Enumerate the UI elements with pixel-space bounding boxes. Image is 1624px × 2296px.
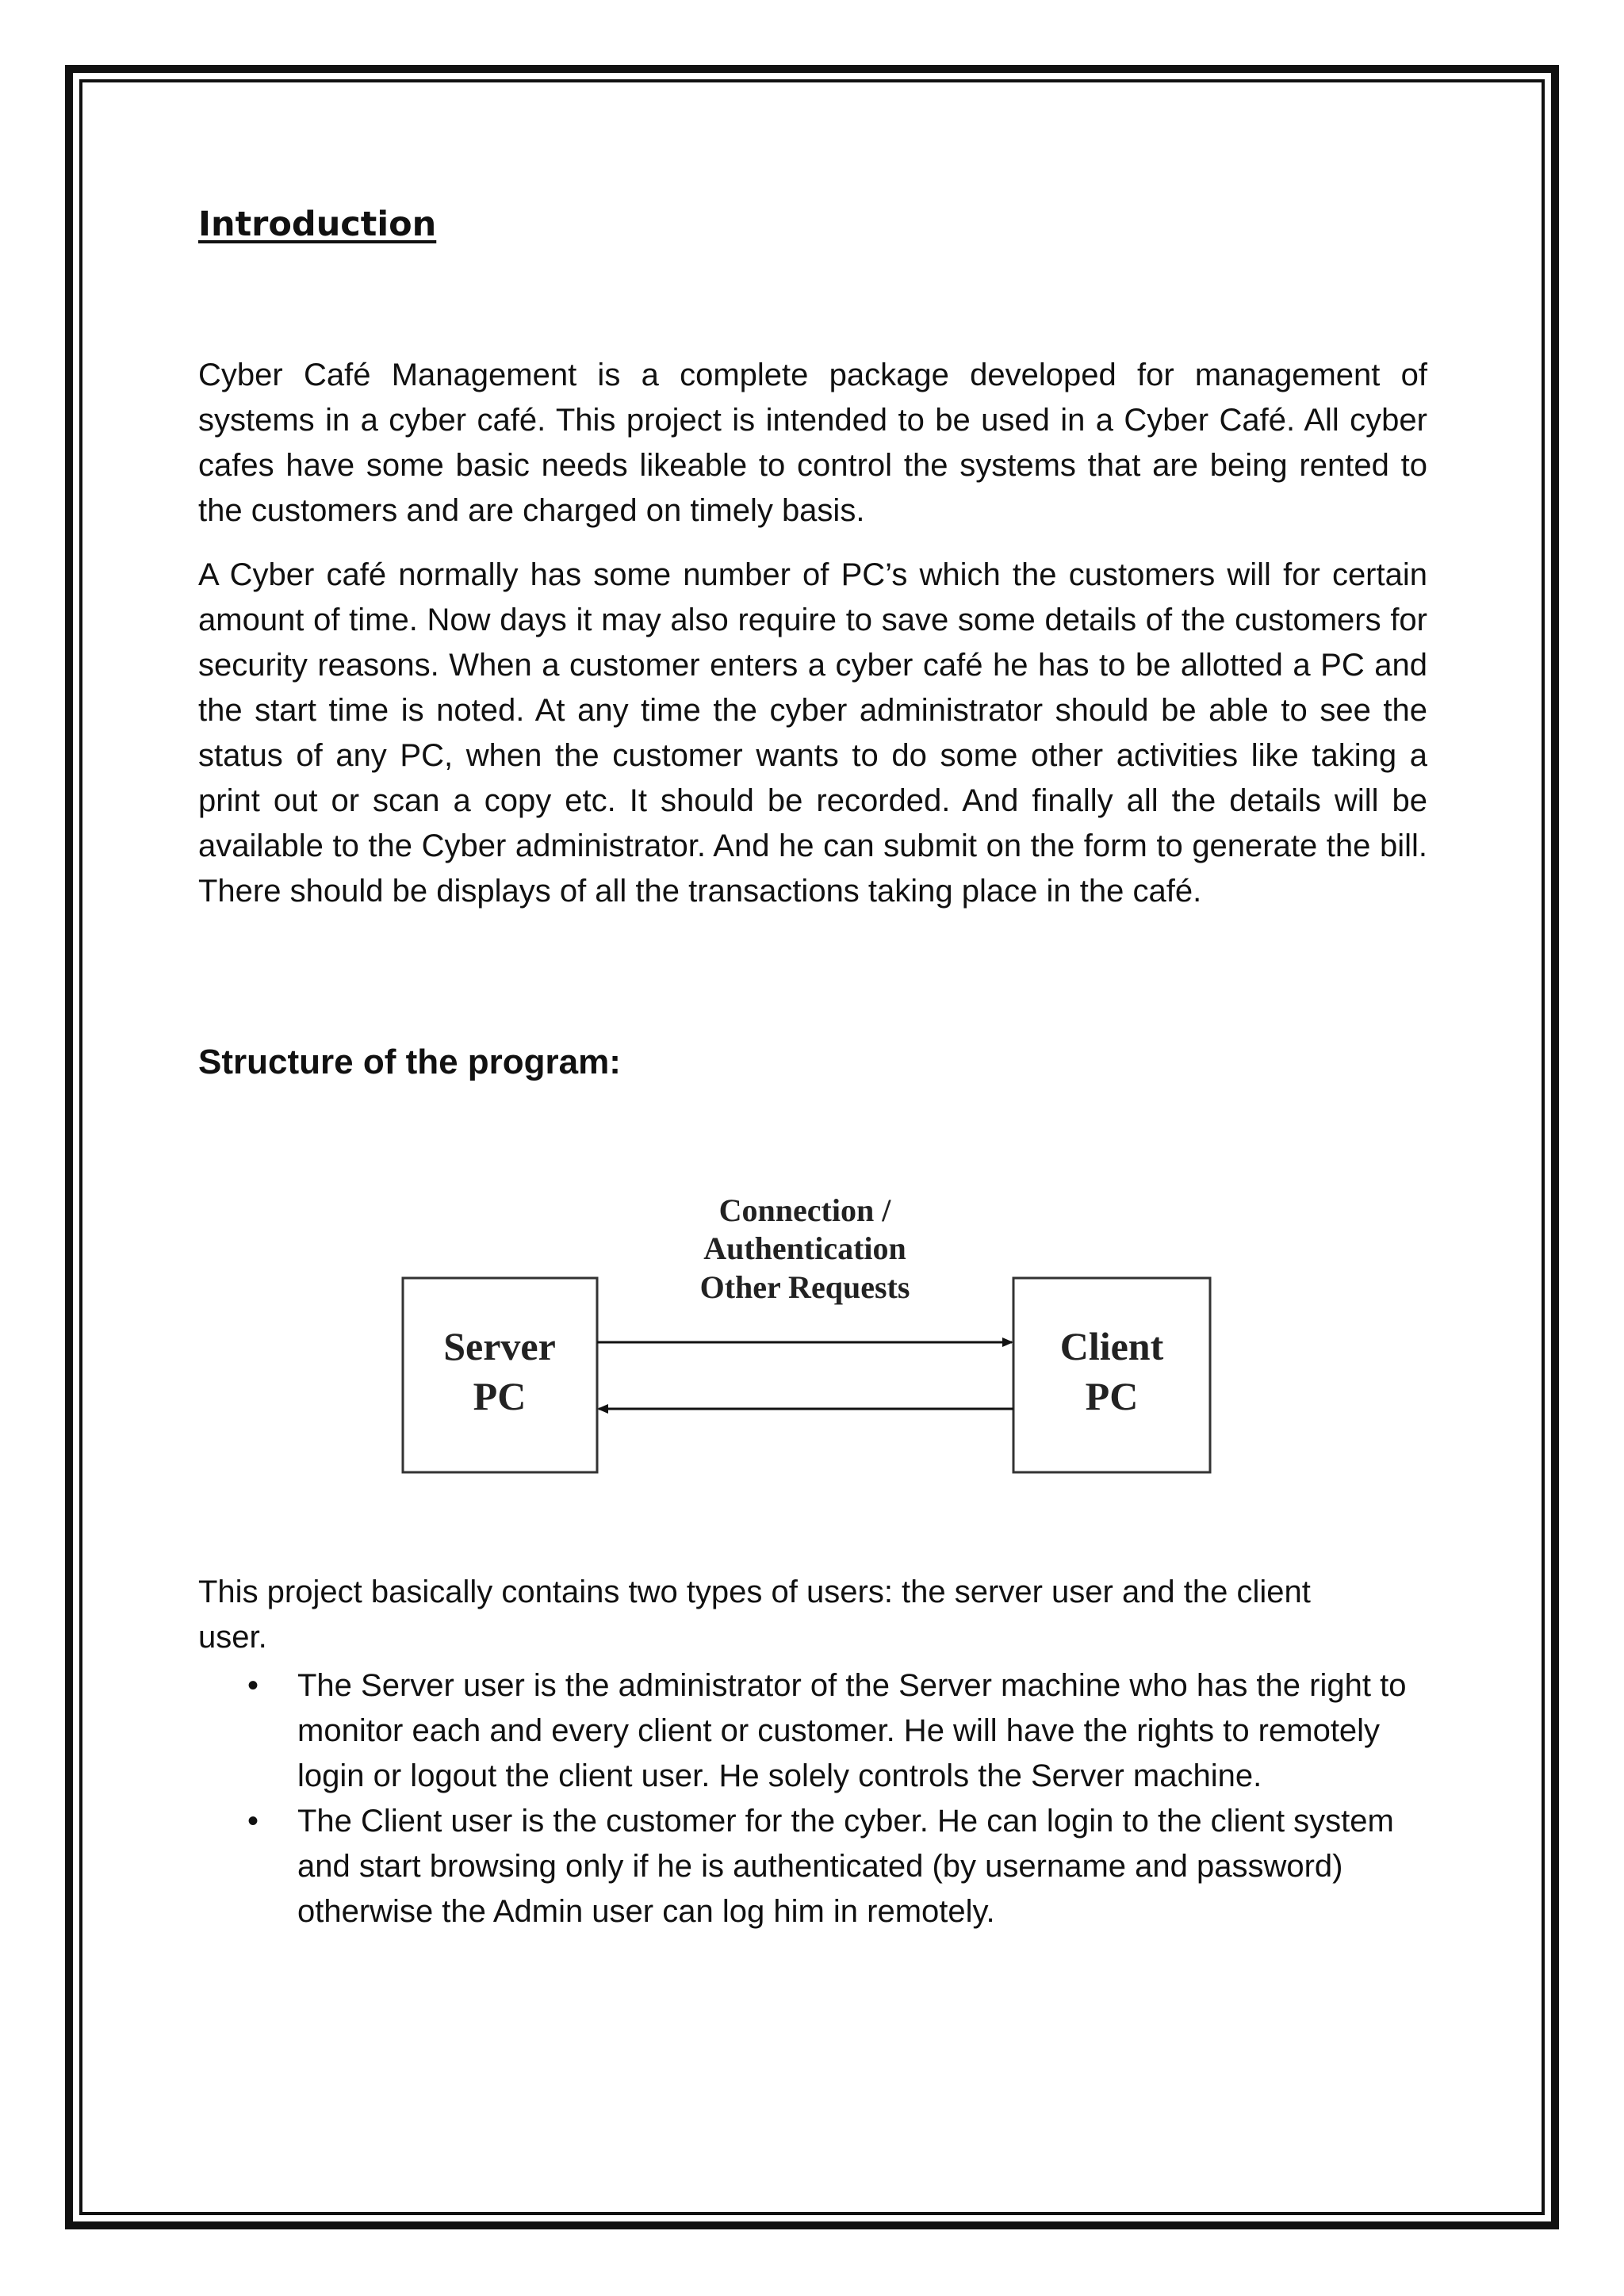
bullet-icon: •: [247, 1668, 259, 1703]
server-client-diagram: [198, 1189, 1229, 1506]
list-item: [198, 1799, 1423, 1934]
user-types-list: [198, 1663, 1427, 1934]
list-item: [198, 1663, 1423, 1799]
bullet-text-client-user: The Client user is the customer for the cyber. He can login to the client system and start browsing only if he is authenticated (by username and password) otherwise the Admin user can log him in remotely.: [297, 1804, 1394, 1929]
server-pc-label-line2: PC: [473, 1374, 527, 1418]
bullet-text-server-user: The Server user is the administrator of the Server machine who has the right to monitor each and every client or customer. He will have the rights to remotely login or logout the client user. He solely controls the Server machine.: [297, 1668, 1407, 1793]
introduction-heading: Introduction: [198, 205, 437, 244]
structure-heading: Structure of the program:: [198, 1043, 621, 1081]
bullet-icon: •: [247, 1804, 259, 1839]
client-pc-label-line2: PC: [1085, 1374, 1139, 1418]
client-pc-label-line1: Client: [1059, 1324, 1164, 1368]
diagram-label-line2: Authentication: [703, 1230, 906, 1266]
users-paragraph: This project basically contains two types of users: the server user and the client user.: [198, 1575, 1311, 1655]
server-pc-label-line1: Server: [443, 1324, 556, 1368]
diagram-label-line1: Connection /: [718, 1192, 891, 1228]
diagram-label-line3: Other Requests: [699, 1269, 910, 1305]
intro-paragraph-2: A Cyber café normally has some number of PC’s which the customers will for certain amount of time. Now days it may also require to save some details of the customers for security reasons. When a customer enters a cyber café he has to be allotted a PC and the start time is noted. At any time the cyber administrator should be able to see the status of any PC, when the customer wants to do some other activities like taking a print out or scan a copy etc. It should be recorded. And finally all the details will be available to the Cyber administrator. And he can submit on the form to generate the bill. There should be displays of all the transactions taking place in the café.: [198, 557, 1427, 909]
intro-paragraph-1: Cyber Café Management is a complete package developed for management of systems in a cyber café. This project is intended to be used in a Cyber Café. All cyber cafes have some basic needs likeable to control the systems that are being rented to the customers and are charged on timely basis.: [198, 358, 1427, 528]
